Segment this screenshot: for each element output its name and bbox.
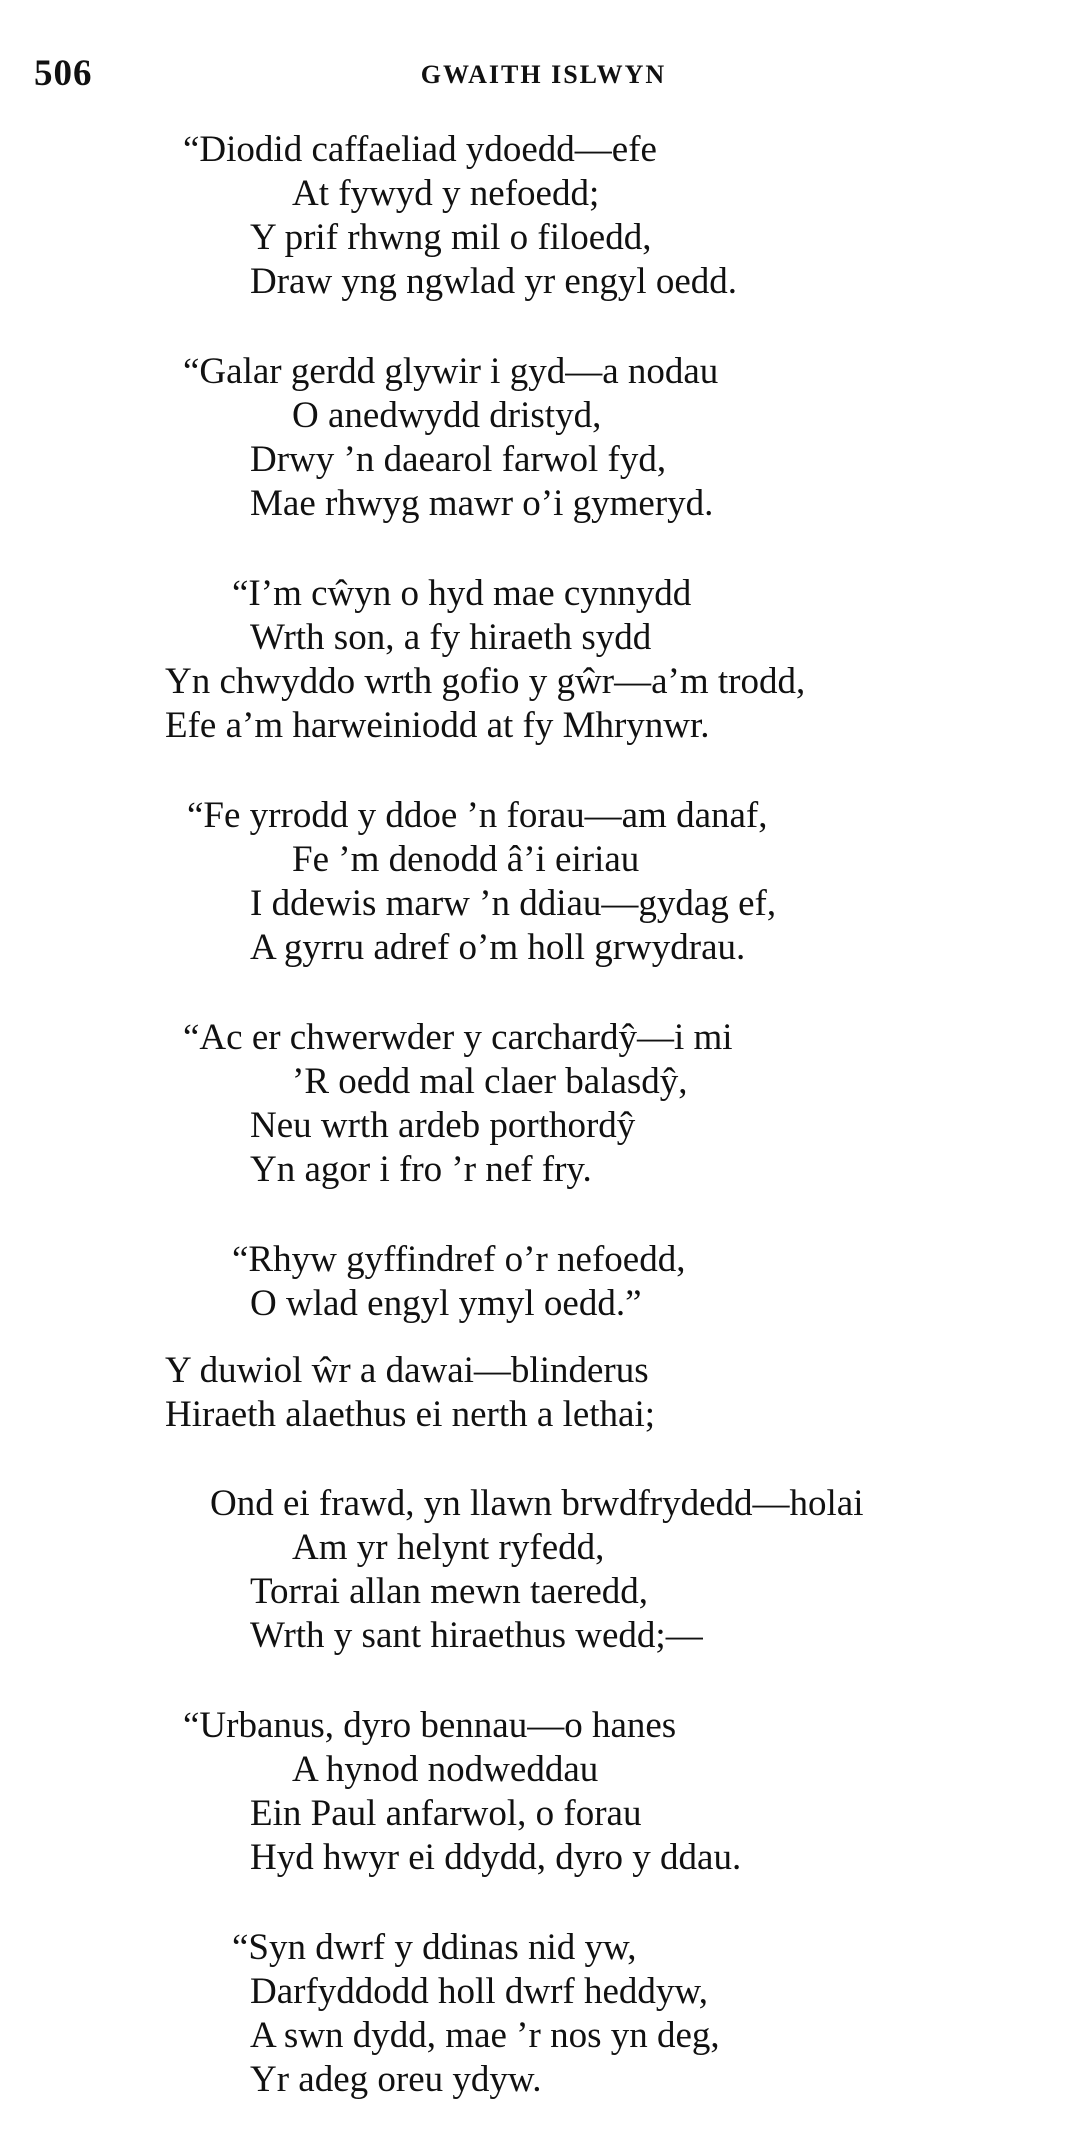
verse-line: “Syn dwrf y ddinas nid yw, (232, 1927, 637, 1968)
verse-line: Hiraeth alaethus ei nerth a lethai; (165, 1394, 656, 1435)
verse-line: Efe a’m harweiniodd at fy Mhrynwr. (165, 705, 710, 746)
verse-line: “Diodid caffaeliad ydoedd—efe (183, 129, 657, 170)
verse-line: O wlad engyl ymyl oedd.” (250, 1283, 642, 1324)
verse-line: Y prif rhwng mil o filoedd, (250, 217, 652, 258)
verse-line: Yr adeg oreu ydyw. (250, 2059, 542, 2100)
verse-line: “I’m cŵyn o hyd mae cynnydd (232, 573, 692, 614)
verse-line: Neu wrth ardeb porthordŷ (250, 1105, 636, 1146)
verse-line: A hynod nodweddau (292, 1749, 599, 1790)
verse-line: Yn agor i fro ’r nef fry. (250, 1149, 592, 1190)
verse-line: A swn dydd, mae ’r nos yn deg, (250, 2015, 720, 2056)
verse-line: I ddewis marw ’n ddiau—gydag ef, (250, 883, 777, 924)
verse-line: A gyrru adref o’m holl grwydrau. (250, 927, 746, 968)
verse-line: Wrth y sant hiraethus wedd;— (250, 1615, 703, 1656)
page-header (34, 52, 1053, 102)
running-title: GWAITH ISLWYN (420, 60, 667, 89)
verse-line: “Fe yrrodd y ddoe ’n forau—am danaf, (187, 795, 768, 836)
verse-line: Mae rhwyg mawr o’i gymeryd. (250, 483, 714, 524)
verse-line: Hyd hwyr ei ddydd, dyro y ddau. (250, 1837, 742, 1878)
verse-line: “Urbanus, dyro bennau—o hanes (183, 1705, 677, 1746)
verse-line: ’R oedd mal claer balasdŷ, (292, 1061, 688, 1102)
verse-line: Ond ei frawd, yn llawn brwdfrydedd—holai (210, 1483, 864, 1524)
verse-line: “Ac er chwerwder y carchardŷ—i mi (183, 1017, 733, 1058)
verse-line: Darfyddodd holl dwrf heddyw, (250, 1971, 708, 2012)
verse-line: Yn chwyddo wrth gofio y gŵr—a’m trodd, (165, 661, 806, 702)
verse-line: Draw yng ngwlad yr engyl oedd. (250, 261, 738, 302)
verse-line: Ein Paul anfarwol, o forau (250, 1793, 642, 1834)
verse-line: Wrth son, a fy hiraeth sydd (250, 617, 652, 658)
page-number: 506 (34, 53, 93, 94)
verse-line: Fe ’m denodd â’i eiriau (292, 839, 640, 880)
verse-line: Y duwiol ŵr a dawai—blinderus (165, 1350, 649, 1391)
verse-line: Torrai allan mewn taeredd, (250, 1571, 649, 1612)
verse-line: O anedwydd dristyd, (292, 395, 602, 436)
verse-line: “Rhyw gyffindref o’r nefoedd, (232, 1239, 686, 1280)
verse-line: At fywyd y nefoedd; (292, 173, 600, 214)
verse-line: Drwy ’n daearol farwol fyd, (250, 439, 667, 480)
verse-line: Am yr helynt ryfedd, (292, 1527, 605, 1568)
verse-line: “Galar gerdd glywir i gyd—a nodau (183, 351, 719, 392)
